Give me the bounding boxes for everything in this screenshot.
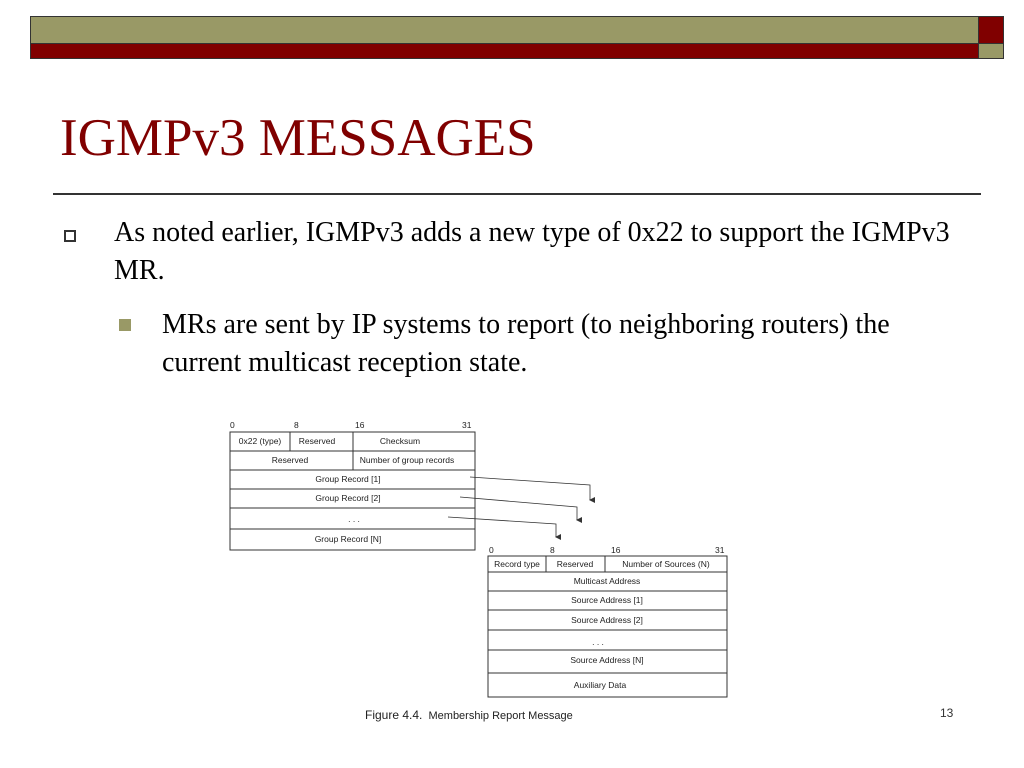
record-multicast-address: Multicast Address [573,576,641,586]
message-bit-label: 31 [462,420,472,430]
record-bit-label: 31 [715,545,725,555]
slide-title: IGMPv3 MESSAGES [60,109,536,167]
connector-arrow [470,477,590,500]
record-source-address-n: Source Address [N] [570,655,644,665]
sub-bullet-text: MRs are sent by IP systems to report (to neighboring routers) the current multicast reception state. [162,309,890,378]
connector-arrow [448,517,556,537]
record-field-type: Record type [494,559,540,569]
record-bit-label: 0 [489,545,494,555]
figure-caption-label: Figure 4.4. [365,708,423,722]
message-field-checksum: Checksum [379,436,421,446]
connector-arrow [460,497,577,520]
message-group-record-n: Group Record [N] [314,534,382,544]
message-bit-label: 8 [294,420,299,430]
record-ellipsis: . . . [592,637,604,647]
record-auxiliary-data: Auxiliary Data [573,680,627,690]
message-group-record-1: Group Record [1] [315,474,381,484]
record-bit-label: 16 [611,545,621,555]
message-field-type: 0x22 (type) [238,436,282,446]
bullet-text: As noted earlier, IGMPv3 adds a new type of 0x22 to support the IGMPv3 MR. [114,217,950,286]
record-bit-label: 8 [550,545,555,555]
message-field-reserved: Reserved [298,436,336,446]
record-source-address-2: Source Address [2] [571,615,643,625]
message-field-reserved-2: Reserved [271,455,309,465]
message-bit-label: 16 [355,420,365,430]
figure-caption [365,708,573,722]
message-field-number-of-group-records: Number of group records [359,455,455,465]
record-source-address-1: Source Address [1] [571,595,643,605]
record-field-reserved: Reserved [556,559,594,569]
message-bit-label: 0 [230,420,235,430]
message-ellipsis: . . . [348,514,360,524]
record-field-number-of-sources: Number of Sources (N) [622,559,710,569]
figure-caption-text: Membership Report Message [428,710,573,722]
slide-number: 13 [940,706,954,720]
message-group-record-2: Group Record [2] [315,493,381,503]
